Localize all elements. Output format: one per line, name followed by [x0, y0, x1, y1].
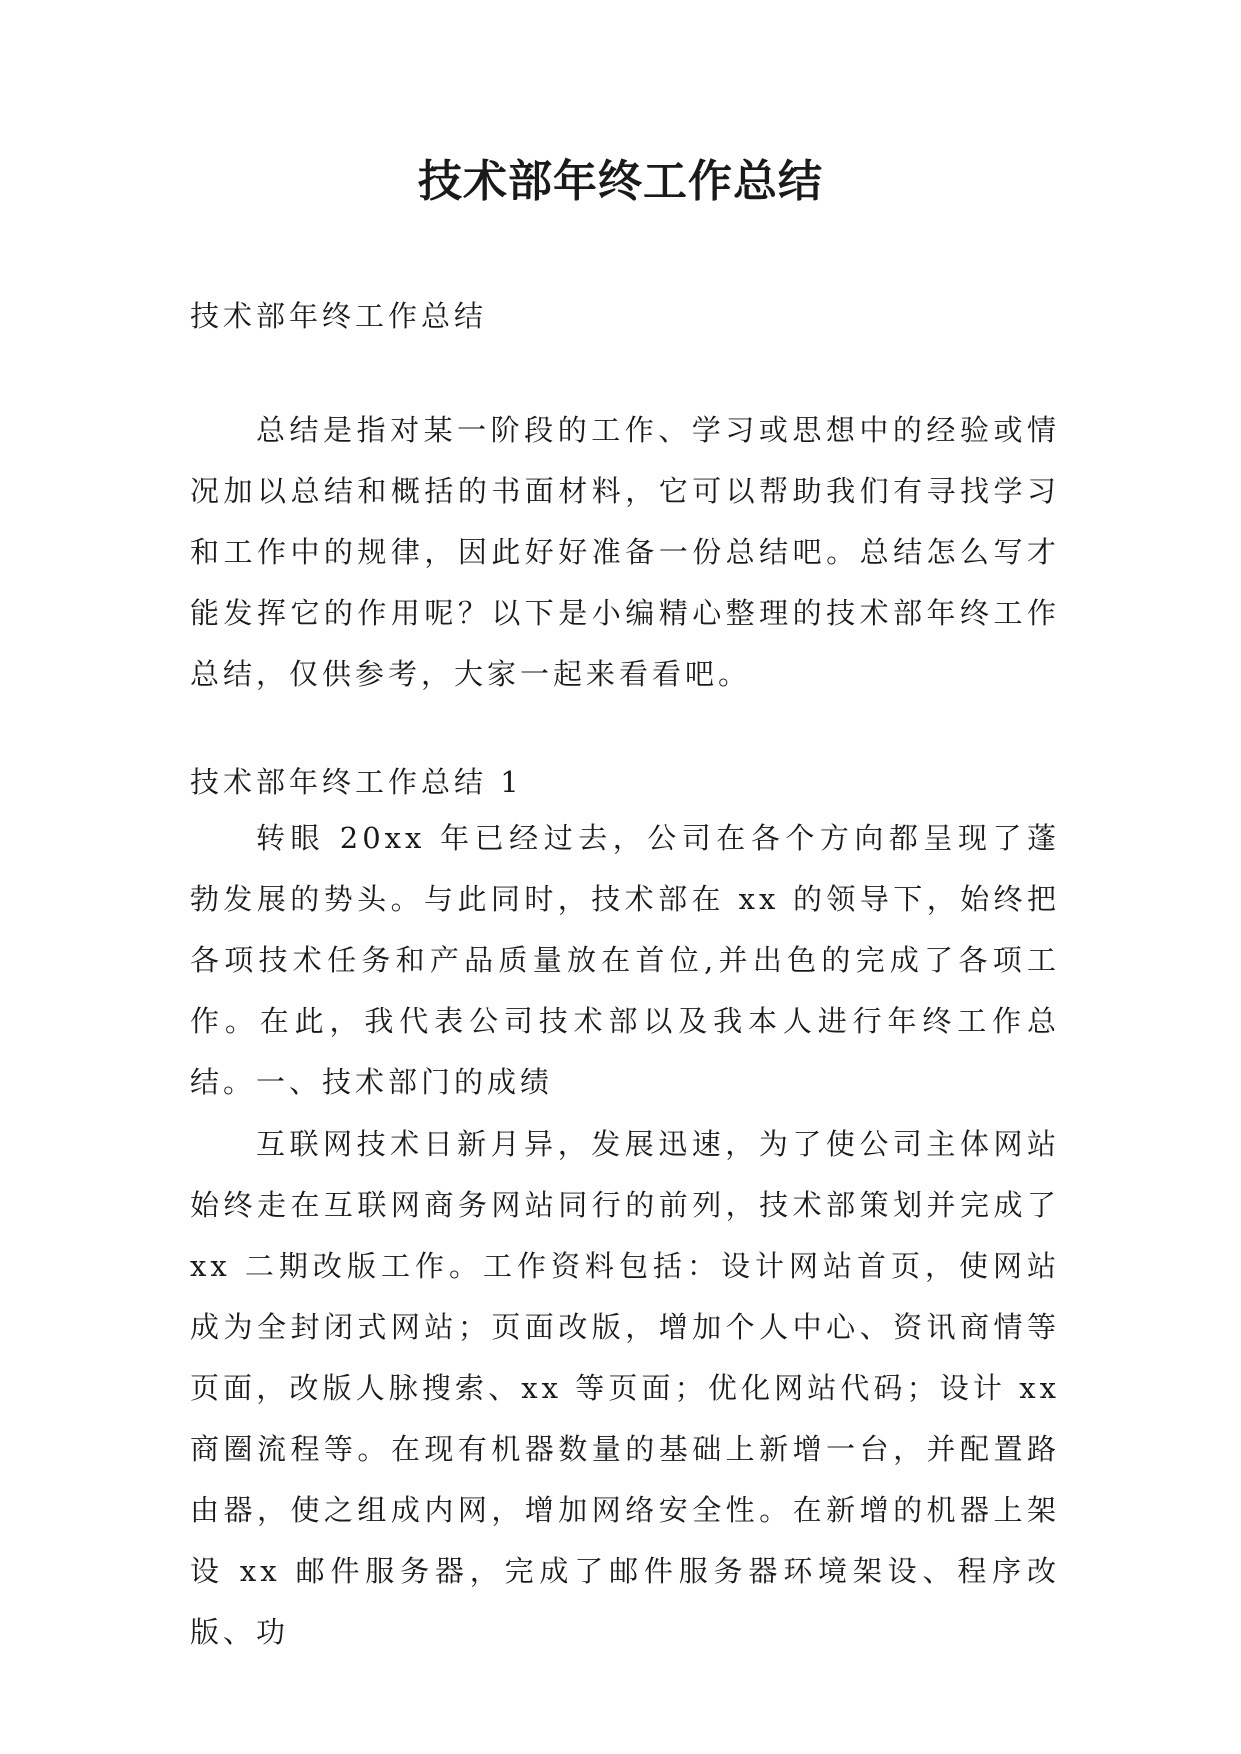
subheading-achievements: 一、技术部门的成绩: [256, 1065, 554, 1099]
body-paragraph-1: 转眼 20xx 年已经过去，公司在各个方向都呈现了蓬勃发展的势头。与此同时，技术部在 xx 的领导下，始终把各项技术任务和产品质量放在首位,并出色的完成了各项工作。在此，我代表公司技术部以及我本人进行年终工作总结。: [190, 821, 1060, 1099]
document-subtitle: 技术部年终工作总结: [190, 299, 488, 333]
document-title: 技术部年终工作总结: [418, 156, 823, 207]
intro-paragraph: 总结是指对某一阶段的工作、学习或思想中的经验或情况加以总结和概括的书面材料，它可以帮助我们有寻找学习和工作中的规律，因此好好准备一份总结吧。总结怎么写才能发挥它的作用呢？以下是小编精心整理的技术部年终工作总结，仅供参考，大家一起来看看吧。: [190, 413, 1060, 691]
body-paragraph-2: 互联网技术日新月异，发展迅速，为了使公司主体网站始终走在互联网商务网站同行的前列，技术部策划并完成了 xx 二期改版工作。工作资料包括：设计网站首页，使网站成为全封闭式网站；页面改版，增加个人中心、资讯商情等页面，改版人脉搜索、xx 等页面；优化网站代码；设计 xx 商圈流程等。在现有机器数量的基础上新增一台，并配置路由器，使之组成内网，增加网络安全性。在新增的机器上架设 xx 邮件服务器，完成了邮件服务器环境架设、程序改版、功: [190, 1127, 1060, 1649]
section-heading: 技术部年终工作总结 1: [190, 765, 523, 799]
